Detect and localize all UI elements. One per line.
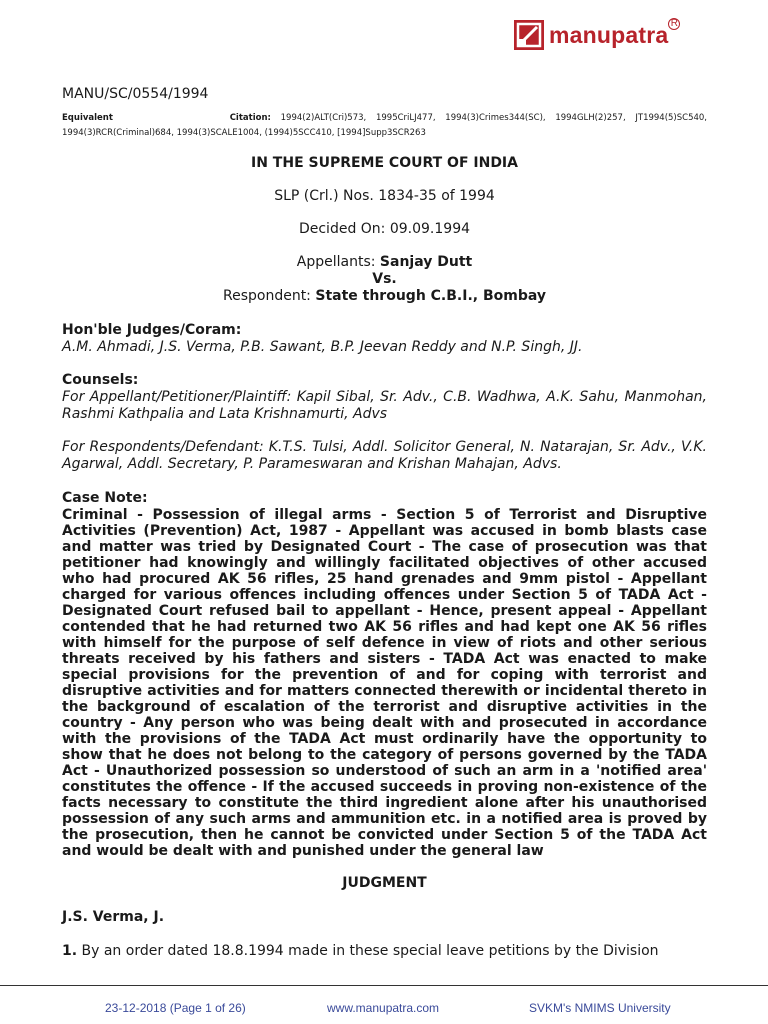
case-note-heading: Case Note: [62, 490, 148, 506]
judges-list: A.M. Ahmadi, J.S. Verma, P.B. Sawant, B.P. Jeevan Reddy and N.P. Singh, JJ. [62, 339, 583, 355]
citation-label: Citation: [229, 113, 271, 123]
case-note-text: Criminal - Possession of illegal arms - Section 5 of Terrorist and Disruptive Activities (Prevention) Act, 1987 - Appellant was accused in bomb blasts case and matter was tried by Designated Court - The case of prosecution was that petitioner had knowingly and willingly facilitated objectives of other accused who had procured AK 56 rifles, 25 hand grenades and 9mm pistol - Appellant charged for various offences including offences under Section 5 of TADA Act - Designated Court refused bail to appellant - Hence, present appeal - Appellant contended that he had returned two AK 56 rifles and had kept one AK 56 rifles with himself for the purpose of self defence in view of riots and other serious threats received by his fathers and sisters - TADA Act was enacted to make special provisions for the prevention of and for coping with terrorist and disruptive activities and for matters connected therewith or incidental thereto in the background of escalation of the terrorist and disruptive activities in the country - Any person who was being dealt with and prosecuted in accordance with the provisions of the TADA Act must ordinarily have the opportunity to show that he does not belong to the category of persons governed by the TADA Act - Unauthorized possession so understood of such an arm in a 'notified area' constitutes the offence - If the accused succeeds in proving non-existence of the facts necessary to constitute the third ingredient alone after his unauthorised possession of any such arms and ammunition etc. in a notified area is proved by the prosecution, then he cannot be convicted under Section 5 of the TADA Act and would be dealt with and punished under the general law [62, 507, 707, 859]
court-name: IN THE SUPREME COURT OF INDIA [251, 155, 518, 171]
respondent-label: Respondent: [222, 288, 311, 304]
equivalent-label: Equivalent [62, 113, 113, 123]
case-number: SLP (Crl.) Nos. 1834-35 of 1994 [274, 188, 495, 204]
versus: Vs. [372, 271, 397, 287]
registered-mark: R [668, 18, 680, 30]
citation-item: JT1994(5)SC540, [635, 113, 708, 123]
citation-item: 1994(3)Crimes344(SC), [445, 113, 546, 123]
footer-date-page: 23-12-2018 (Page 1 of 26) [105, 1001, 246, 1015]
citation-item: 1995CriLJ477, [375, 113, 436, 123]
document-body [62, 86, 707, 960]
judges-heading: Hon'ble Judges/Coram: [62, 322, 242, 338]
counsel-respondent: For Respondents/Defendant: K.T.S. Tulsi, Addl. Solicitor General, N. Natarajan, Sr. Adv., V.K. Agarwal, Addl. Secretary, P. Parameswaran and Krishan Mahajan, Advs. [62, 439, 707, 472]
footer-institution: SVKM's NMIMS University [529, 1001, 671, 1015]
footer-website-link[interactable]: www.manupatra.com [327, 1001, 440, 1015]
logo-text: manupatra [549, 21, 669, 48]
judge-name: J.S. Verma, J. [62, 909, 165, 925]
paragraph-1 [62, 943, 707, 960]
manu-id: MANU/SC/0554/1994 [62, 86, 209, 102]
respondent-name: State through C.B.I., Bombay [315, 288, 546, 304]
respondent-line [62, 288, 707, 305]
citation-item: 1994(2)ALT(Cri)573, [280, 113, 367, 123]
decided-on: Decided On: 09.09.1994 [298, 221, 471, 237]
counsels-heading: Counsels: [62, 372, 139, 388]
appellants-name: Sanjay Dutt [379, 254, 473, 270]
citation-line-1 [62, 111, 707, 126]
footer-divider [0, 985, 768, 986]
paragraph-number: 1. [62, 943, 78, 959]
manupatra-logo [514, 18, 678, 50]
paragraph-text: By an order dated 18.8.1994 made in these special leave petitions by the Division [81, 943, 659, 959]
appellants-label: Appellants: [296, 254, 376, 270]
judgment-heading: JUDGMENT [342, 875, 427, 891]
citation-item: 1994GLH(2)257, [555, 113, 626, 123]
appellants-line [62, 254, 707, 271]
counsel-appellant: For Appellant/Petitioner/Plaintiff: Kapil Sibal, Sr. Adv., C.B. Wadhwa, A.K. Sahu, Manmohan, Rashmi Kathpalia and Lata Krishnamurti, Advs [62, 389, 707, 422]
manupatra-emblem-icon [514, 20, 544, 50]
citation-line-2: 1994(3)RCR(Criminal)684, 1994(3)SCALE1004, (1994)5SCC410, [1994]Supp3SCR263 [62, 128, 426, 138]
